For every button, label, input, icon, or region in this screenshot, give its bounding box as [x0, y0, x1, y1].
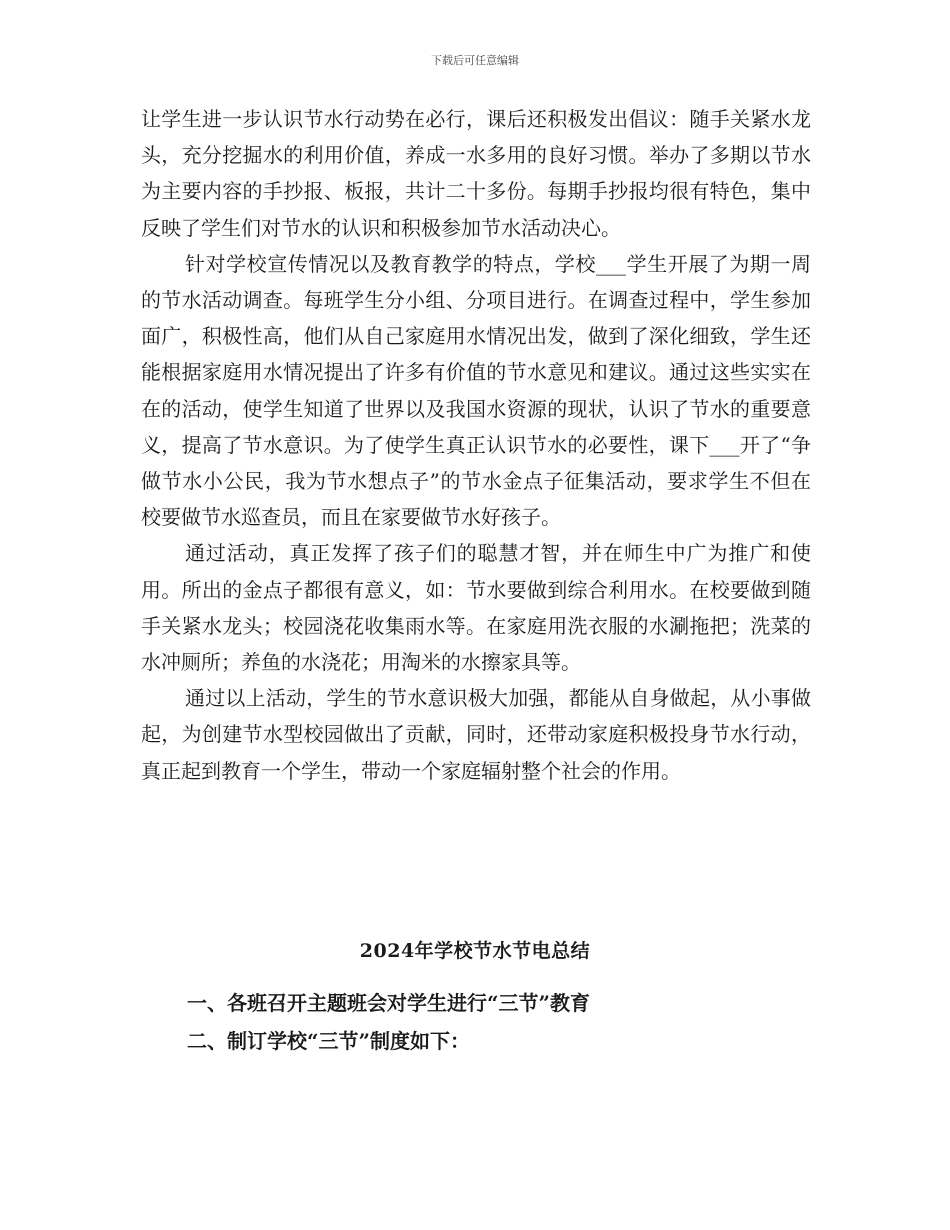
paragraph-2: 针对学校宣传情况以及教育教学的特点，学校___学生开展了为期一周的节水活动调查。每班学生分小组、分项目进行。在调查过程中，学生参加面广，积极性高，他们从自己家庭用水情况出发，做到了深化细致，学生还能根据家庭用水情况提出了许多有价值的节水意见和建议。通过这些实实在在的活动，使学生知道了世界以及我国水资源的现状，认识了节水的重要意义，提高了节水意识。为了使学生真正认识节水的必要性，课下___开了“争做节水小公民，我为节水想点子”的节水金点子征集活动，要求学生不但在校要做节水巡查员，而且在家要做节水好孩子。: [141, 251, 811, 530]
paragraph-1: 让学生进一步认识节水行动势在必行，课后还积极发出倡议：随手关紧水龙头，充分挖掘水的利用价值，养成一水多用的良好习惯。举办了多期以节水为主要内容的手抄报、板报，共计二十多份。每期手抄报均很有特色，集中反映了学生们对节水的认识和积极参加节水活动决心。: [141, 107, 811, 240]
section-heading-2: 二、制订学校“三节”制度如下：: [187, 1029, 471, 1053]
paragraph-3: 通过活动，真正发挥了孩子们的聪慧才智，并在师生中广为推广和使用。所出的金点子都很有意义，如：节水要做到综合利用水。在校要做到随手关紧水龙头；校园浇花收集雨水等。在家庭用洗衣服的水涮拖把；洗菜的水冲厕所；养鱼的水浇花；用淘米的水擦家具等。: [141, 541, 811, 675]
paragraph-4: 通过以上活动，学生的节水意识极大加强，都能从自身做起，从小事做起，为创建节水型校园做出了贡献，同时，还带动家庭积极投身节水行动，真正起到教育一个学生，带动一个家庭辐射整个社会的作用。: [141, 686, 811, 783]
section-heading-1: 一、各班召开主题班会对学生进行“三节”教育: [187, 991, 591, 1015]
section-title: 2024年学校节水节电总结: [359, 940, 591, 962]
page-header: 下载后可任意编辑: [431, 54, 519, 67]
body-text: [141, 101, 811, 789]
